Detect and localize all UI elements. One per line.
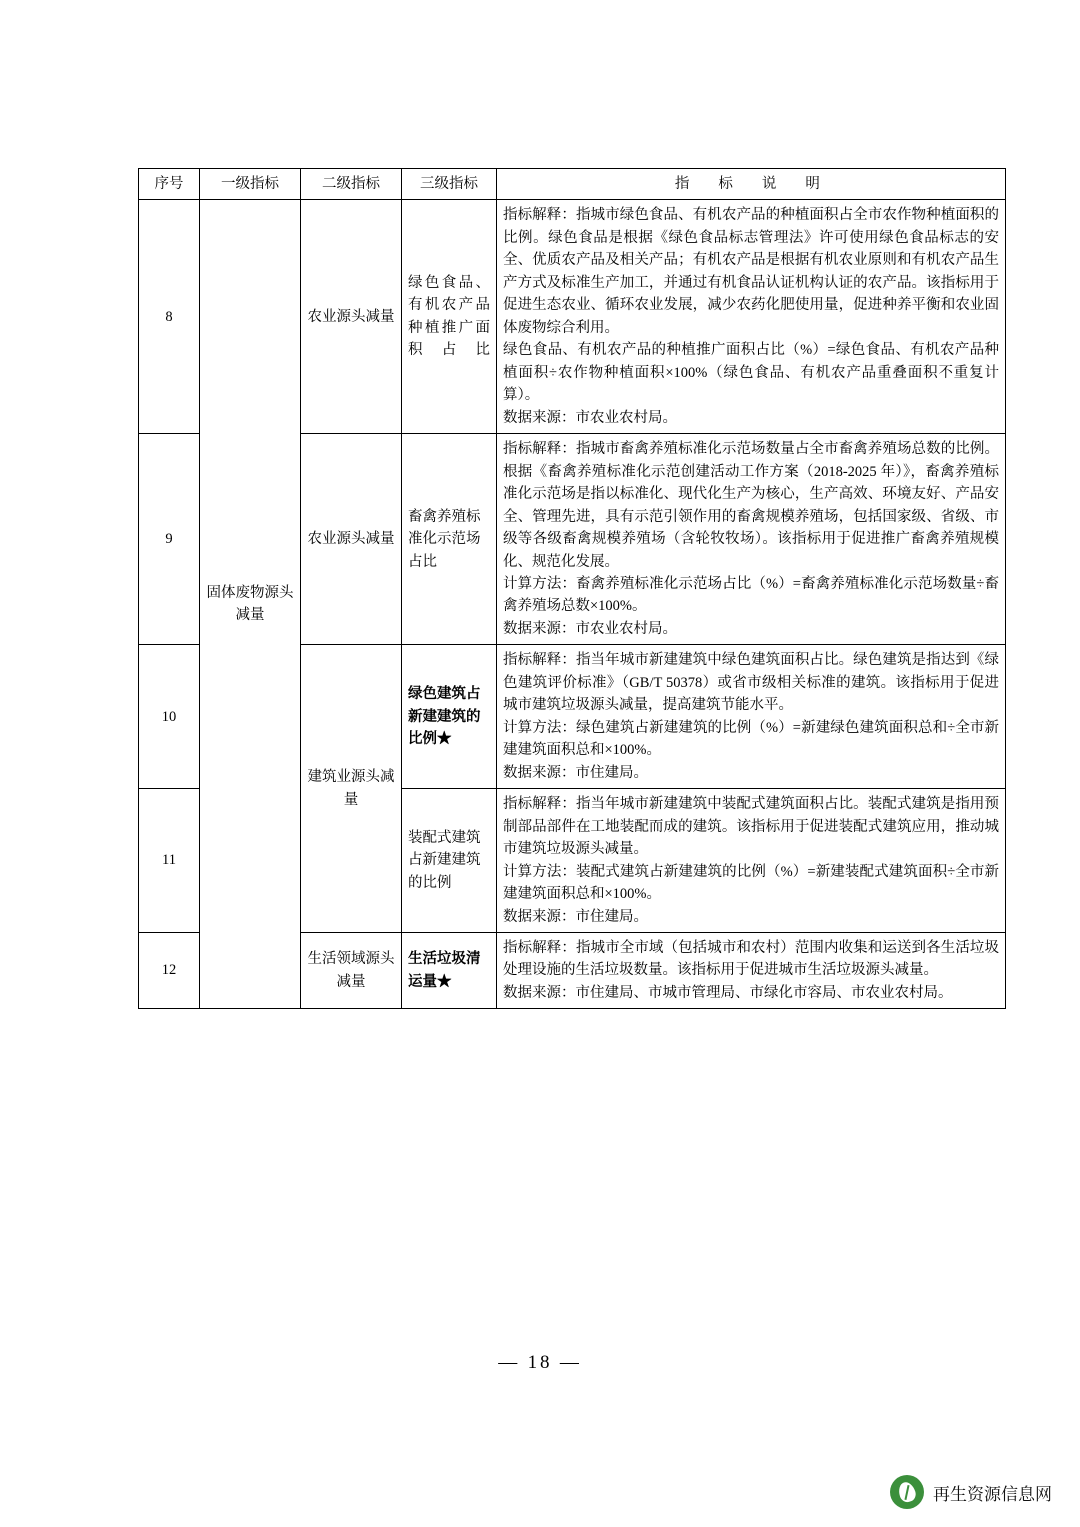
table-row: [139, 200, 1006, 434]
row-number: 8: [139, 200, 200, 434]
level3-indicator: 装配式建筑占新建建筑的比例: [402, 789, 497, 933]
level3-indicator: 畜禽养殖标准化示范场占比: [402, 434, 497, 645]
table-body: [139, 200, 1006, 1009]
row-number: 11: [139, 789, 200, 933]
level2-indicator: 农业源头减量: [301, 200, 402, 434]
description-paragraph: 指标解释：指城市畜禽养殖标准化示范场数量占全市畜禽养殖场总数的比例。根据《畜禽养殖标准化示范创建活动工作方案（2018-2025 年）》，畜禽养殖标准化示范场是指以标准化、现代化生产为核心，生产高效、环境友好、产品安全、管理先进，具有示范引领作用的畜禽规模养殖场，包括国家级、省级、市级等各级畜禽规模养殖场（含轮牧牧场）。该指标用于促进推广畜禽养殖规模化、规范化发展。: [503, 441, 999, 570]
description-paragraph: 绿色食品、有机农产品的种植推广面积占比（%）=绿色食品、有机农产品种植面积÷农作物种植面积×100%（绿色食品、有机农产品重叠面积不重复计算）。: [503, 342, 999, 404]
page-number: — 18 —: [498, 1352, 582, 1373]
column-header-description: 指 标 说 明: [497, 169, 1006, 200]
description-paragraph: 计算方法：绿色建筑占新建建筑的比例（%）=新建绿色建筑面积总和÷全市新建建筑面积总和×100%。: [503, 719, 999, 759]
table-header: [139, 169, 1006, 200]
row-number: 10: [139, 645, 200, 789]
indicator-description: [497, 645, 1006, 789]
indicator-description: [497, 434, 1006, 645]
description-paragraph: 指标解释：指当年城市新建建筑中绿色建筑面积占比。绿色建筑是指达到《绿色建筑评价标准》（GB/T 50378）或省市级相关标准的建筑。该指标用于促进城市建筑垃圾源头减量，提高建筑节能水平。: [503, 652, 999, 714]
description-paragraph: 计算方法：畜禽养殖标准化示范场占比（%）=畜禽养殖标准化示范场数量÷畜禽养殖场总数×100%。: [503, 575, 999, 615]
level3-indicator: 绿色食品、有机农产品种植推广面积占比: [402, 200, 497, 434]
leaf-logo-icon: [890, 1475, 924, 1509]
description-paragraph: 数据来源：市住建局。: [503, 764, 648, 781]
column-header-level1: 一级指标: [200, 169, 301, 200]
publisher-badge: [890, 1475, 1052, 1509]
column-header-no: 序号: [139, 169, 200, 200]
level1-indicator: 固体废物源头减量: [200, 200, 301, 1009]
description-paragraph: 数据来源：市农业农村局。: [503, 620, 677, 637]
description-paragraph: 数据来源：市农业农村局。: [503, 409, 677, 426]
description-paragraph: 计算方法：装配式建筑占新建建筑的比例（%）=新建装配式建筑面积÷全市新建建筑面积总和×100%。: [503, 863, 999, 903]
indicator-description: [497, 933, 1006, 1009]
description-paragraph: 数据来源：市住建局、市城市管理局、市绿化市容局、市农业农村局。: [503, 984, 953, 1001]
description-paragraph: 指标解释：指城市绿色食品、有机农产品的种植面积占全市农作物种植面积的比例。绿色食品是根据《绿色食品标志管理法》许可使用绿色食品标志的安全、优质农产品及相关产品；有机农产品是根据有机农业原则和有机农产品生产方式及标准生产加工，并通过有机食品认证机构认证的农产品。该指标用于促进生态农业、循环农业发展，减少农药化肥使用量，促进种养平衡和农业固体废物综合利用。: [503, 207, 999, 336]
level3-indicator: 生活垃圾清运量★: [402, 933, 497, 1009]
indicator-description: [497, 789, 1006, 933]
indicator-table: [138, 168, 1006, 1009]
description-paragraph: 指标解释：指当年城市新建建筑中装配式建筑面积占比。装配式建筑是指用预制部品部件在工地装配而成的建筑。该指标用于促进装配式建筑应用，推动城市建筑垃圾源头减量。: [503, 796, 999, 858]
column-header-level2: 二级指标: [301, 169, 402, 200]
indicator-description: [497, 200, 1006, 434]
level2-indicator: 建筑业源头减量: [301, 645, 402, 933]
description-paragraph: 数据来源：市住建局。: [503, 908, 648, 925]
row-number: 9: [139, 434, 200, 645]
column-header-level3: 三级指标: [402, 169, 497, 200]
publisher-name: 再生资源信息网: [933, 1484, 1052, 1504]
level3-indicator: 绿色建筑占新建建筑的比例★: [402, 645, 497, 789]
level2-indicator: 农业源头减量: [301, 434, 402, 645]
table-header-row: [139, 169, 1006, 200]
level2-indicator: 生活领域源头减量: [301, 933, 402, 1009]
row-number: 12: [139, 933, 200, 1009]
description-paragraph: 指标解释：指城市全市域（包括城市和农村）范围内收集和运送到各生活垃圾处理设施的生活垃圾数量。该指标用于促进城市生活垃圾源头减量。: [503, 940, 999, 979]
